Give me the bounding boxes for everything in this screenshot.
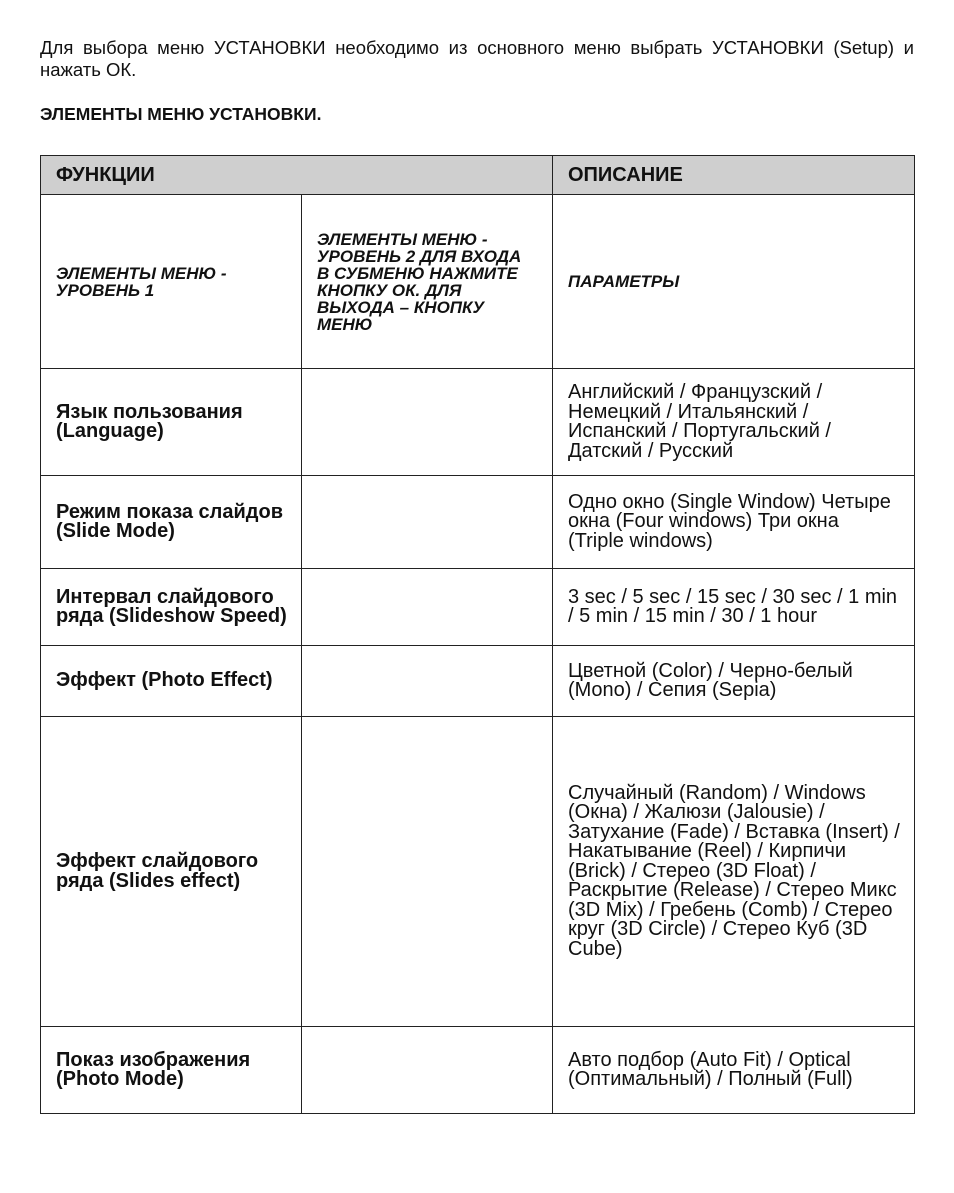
intro-paragraph: Для выбора меню УСТАНОВКИ необходимо из основного меню выбрать УСТАНОВКИ (Setup) и нажать ОК. [40, 37, 914, 80]
level2-cell [302, 369, 553, 476]
table-subheader-row [41, 195, 915, 369]
function-cell: Эффект слайдового ряда (Slides effect) [41, 717, 302, 1027]
table-row [41, 369, 915, 476]
subheader-level2: ЭЛЕМЕНТЫ МЕНЮ - УРОВЕНЬ 2 ДЛЯ ВХОДА В СУБМЕНЮ НАЖМИТЕ КНОПКУ ОК. ДЛЯ ВЫХОДА – КНОПКУ МЕНЮ [302, 195, 553, 369]
description-cell: Цветной (Color) / Черно-белый (Mono) / Сепия (Sepia) [553, 646, 915, 717]
function-cell: Интервал слайдового ряда (Slideshow Speed) [41, 569, 302, 646]
subheader-params: ПАРАМЕТРЫ [553, 195, 915, 369]
header-functions: ФУНКЦИИ [41, 156, 553, 195]
description-cell: Английский / Французский / Немецкий / Итальянский / Испанский / Португальский / Датский / Русский [553, 369, 915, 476]
description-cell: 3 sec / 5 sec / 15 sec / 30 sec / 1 min / 5 min / 15 min / 30 / 1 hour [553, 569, 915, 646]
description-cell: Одно окно (Single Window) Четыре окна (Four windows) Три окна (Triple windows) [553, 476, 915, 569]
function-cell: Режим показа слайдов (Slide Mode) [41, 476, 302, 569]
table-row [41, 646, 915, 717]
setup-menu-table [40, 155, 915, 1114]
table-row [41, 717, 915, 1027]
table-row [41, 569, 915, 646]
table-row [41, 476, 915, 569]
description-cell: Случайный (Random) / Windows (Окна) / Жалюзи (Jalousie) / Затухание (Fade) / Вставка (Insert) / Накатывание (Reel) / Кирпичи (Brick) / Стерео (3D Float) / Раскрытие (Release) / Стерео Микс (3D Mix) / Гребень (Comb) / Стерео круг (3D Circle) / Стерео Куб (3D Cube) [553, 717, 915, 1027]
level2-cell [302, 569, 553, 646]
function-cell: Эффект (Photo Effect) [41, 646, 302, 717]
level2-cell [302, 717, 553, 1027]
table-row [41, 1027, 915, 1114]
header-description: ОПИСАНИЕ [553, 156, 915, 195]
function-cell: Язык пользования (Language) [41, 369, 302, 476]
level2-cell [302, 476, 553, 569]
function-cell: Показ изображения (Photo Mode) [41, 1027, 302, 1114]
subheader-level1: ЭЛЕМЕНТЫ МЕНЮ - УРОВЕНЬ 1 [41, 195, 302, 369]
section-heading: ЭЛЕМЕНТЫ МЕНЮ УСТАНОВКИ. [40, 104, 322, 124]
level2-cell [302, 646, 553, 717]
description-cell: Авто подбор (Auto Fit) / Optical (Оптимальный) / Полный (Full) [553, 1027, 915, 1114]
level2-cell [302, 1027, 553, 1114]
table-header-row [41, 156, 915, 195]
